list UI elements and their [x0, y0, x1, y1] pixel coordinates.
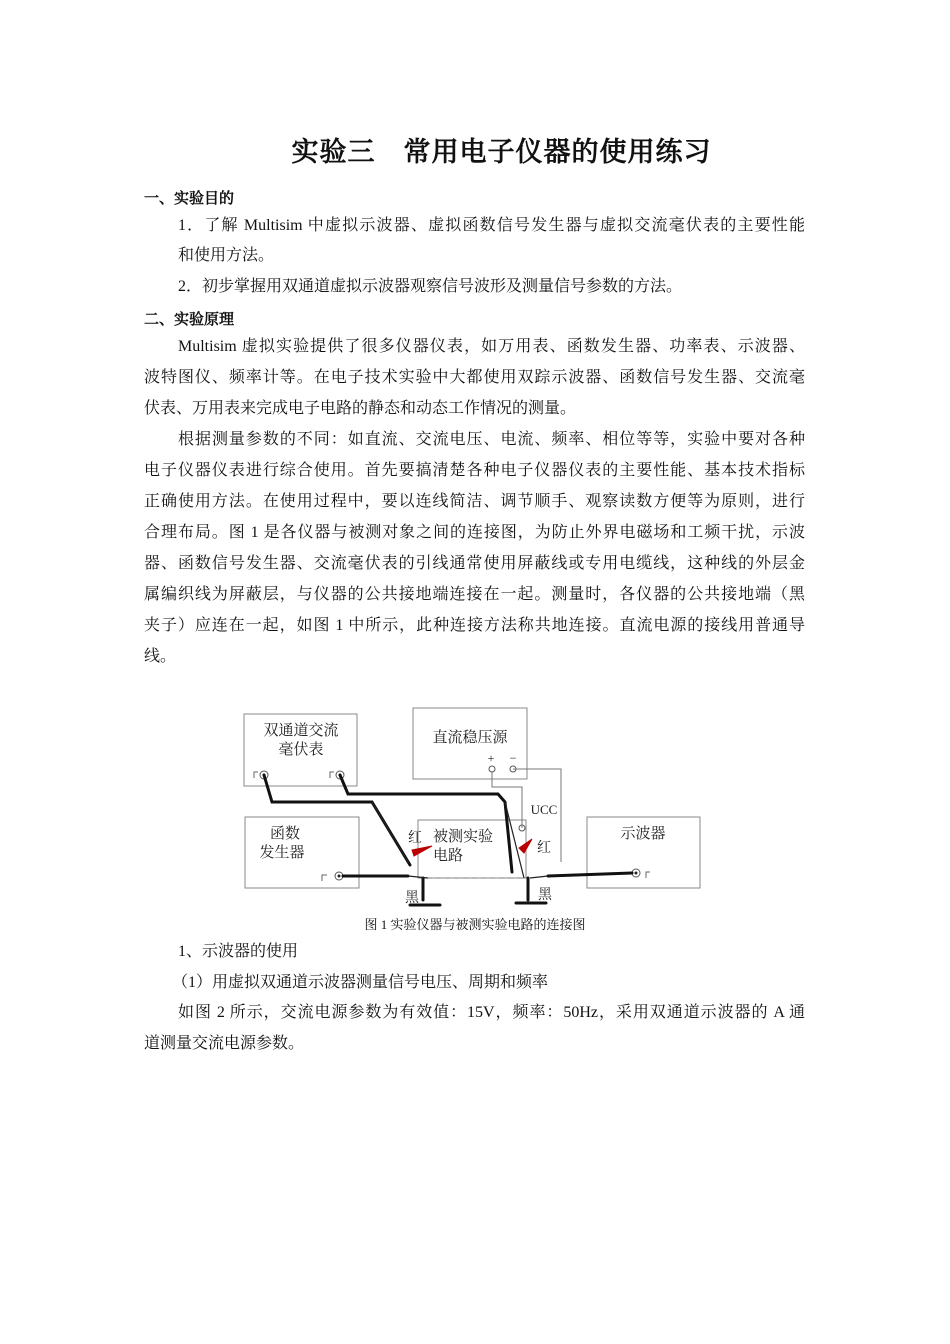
dc-supply-label: 直流稳压源 — [432, 730, 508, 746]
principle-line-6: 正确使用方法。在使用过程中，要以连线简洁、调节顺手、观察读数方便等为原则，进行 — [144, 493, 805, 510]
ucc-label: UCC — [530, 802, 558, 817]
section-heading-purpose: 一、实验目的 — [144, 189, 235, 207]
principle-line-9: 属编织线为屏蔽层，与仪器的公共接地端连接在一起。测量时，各仪器的公共接地端（黑 — [144, 586, 805, 603]
function-generator-box — [245, 817, 359, 888]
figure-caption: 图 1 实验仪器与被测实验电路的连接图 — [364, 917, 586, 932]
function-generator-label-1: 函数 — [269, 826, 301, 842]
principle-line-7: 合理布局。图 1 是各仪器与被测对象之间的连接图，为防止外界电磁场和工频干扰，示波 — [144, 524, 805, 541]
purpose-line-2: 和使用方法。 — [178, 247, 275, 264]
red-label-2: 红 — [537, 841, 551, 856]
after-line-1: 1、示波器的使用 — [178, 943, 299, 960]
plus-label: + — [487, 751, 495, 765]
principle-line-10: 夹子）应连在一起，如图 1 中所示，此种连接方法称共地连接。直流电源的接线用普通导 — [144, 617, 805, 634]
principle-line-8: 器、函数信号发生器、交流毫伏表的引线通常使用屏蔽线或专用电缆线，这种线的外层金 — [144, 555, 805, 572]
millivoltmeter-box — [244, 714, 357, 786]
circuit-box — [418, 820, 526, 878]
purpose-line-1: 1．了解 Multisim 中虚拟示波器、虚拟函数信号发生器与虚拟交流毫伏表的主要性能 — [178, 217, 805, 234]
page-title: 实验三 常用电子仪器的使用练习 — [291, 137, 712, 168]
minus-label: − — [509, 751, 517, 765]
oscilloscope-label: 示波器 — [620, 826, 666, 842]
dc-supply-box — [413, 708, 527, 779]
purpose-line-3: 2．初步掌握用双通道虚拟示波器观察信号波形及测量信号参数的方法。 — [178, 278, 683, 295]
millivoltmeter-label-2: 毫伏表 — [278, 742, 324, 758]
black-label-2: 黑 — [538, 888, 552, 903]
principle-line-2: 波特图仪、频率计等。在电子技术实验中大都使用双踪示波器、函数信号发生器、交流毫 — [144, 369, 805, 386]
principle-line-3: 伏表、万用表来完成电子电路的静态和动态工作情况的测量。 — [144, 400, 577, 417]
after-line-2: （1）用虚拟双通道示波器测量信号电压、周期和频率 — [172, 974, 549, 991]
section-heading-principle: 二、实验原理 — [144, 310, 235, 328]
red-label-1: 红 — [408, 831, 422, 846]
circuit-label-1: 被测实验 — [432, 829, 494, 845]
black-label-1: 黑 — [405, 891, 419, 906]
function-generator-label-2: 发生器 — [259, 845, 305, 861]
circuit-label-2: 电路 — [432, 848, 464, 864]
millivoltmeter-label-1: 双通道交流 — [263, 723, 339, 739]
principle-line-11: 线。 — [144, 648, 177, 665]
principle-line-5: 电子仪器仪表进行综合使用。首先要搞清楚各种电子仪器仪表的主要性能、基本技术指标 — [144, 462, 805, 479]
after-line-4: 道测量交流电源参数。 — [144, 1035, 305, 1052]
principle-line-1: Multisim 虚拟实验提供了很多仪器仪表，如万用表、函数发生器、功率表、示波器、 — [178, 338, 805, 355]
principle-line-4: 根据测量参数的不同：如直流、交流电压、电流、频率、相位等等，实验中要对各种 — [178, 431, 805, 448]
oscilloscope-box — [587, 817, 700, 888]
after-line-3: 如图 2 所示，交流电源参数为有效值：15V，频率：50Hz，采用双通道示波器的 A 通 — [178, 1004, 805, 1021]
